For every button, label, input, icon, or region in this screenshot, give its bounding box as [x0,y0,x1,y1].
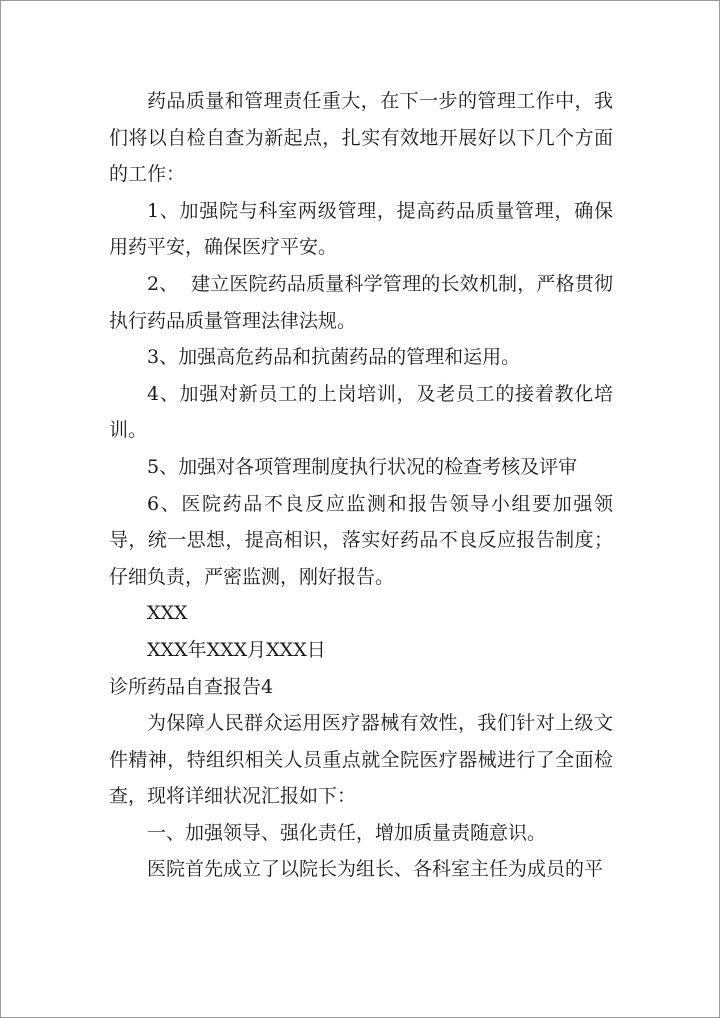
section-title: 诊所药品自查报告4 [109,675,274,698]
paragraph-item-1: 1、加强院与科室两级管理，提高药品质量管理，确保用药平安，确保医疗平安。 [109,199,613,259]
paragraph-item-3: 3、加强高危药品和抗菌药品的管理和运用。 [147,346,521,369]
paragraph-item-5: 5、加强对各项管理制度执行状况的检查考核及评审 [147,455,578,478]
paragraph-item-6: 6、医院药品不良反应监测和报告领导小组要加强领导，统一思想，提高相识，落实好药品不良反应报告制度；仔细负责，严密监测，刚好报告。 [109,492,613,588]
paragraph-body-start: 医院首先成立了以院长为组长、各科室主任为成员的平 [147,858,604,881]
paragraph-section-intro: 为保障人民群众运用医疗器械有效性，我们针对上级文件精神，特组织相关人员重点就全院医疗器械进行了全面检查，现将详细状况汇报如下： [109,712,613,808]
signature-name: XXX [147,602,188,625]
signature-date: XXX年XXX月XXX日 [147,638,326,661]
paragraph-heading-1: 一、加强领导、强化责任，增加质量责随意识。 [147,821,547,844]
paragraph-item-4: 4、加强对新员工的上岗培训，及老员工的接着教化培训。 [109,382,613,442]
paragraph-item-2: 2、 建立医院药品质量科学管理的长效机制，严格贯彻执行药品质量管理法律法规。 [109,272,613,332]
document-body [109,83,613,888]
paragraph-intro: 药品质量和管理责任重大，在下一步的管理工作中，我们将以自检自查为新起点，扎实有效地开展好以下几个方面的工作： [109,90,613,186]
